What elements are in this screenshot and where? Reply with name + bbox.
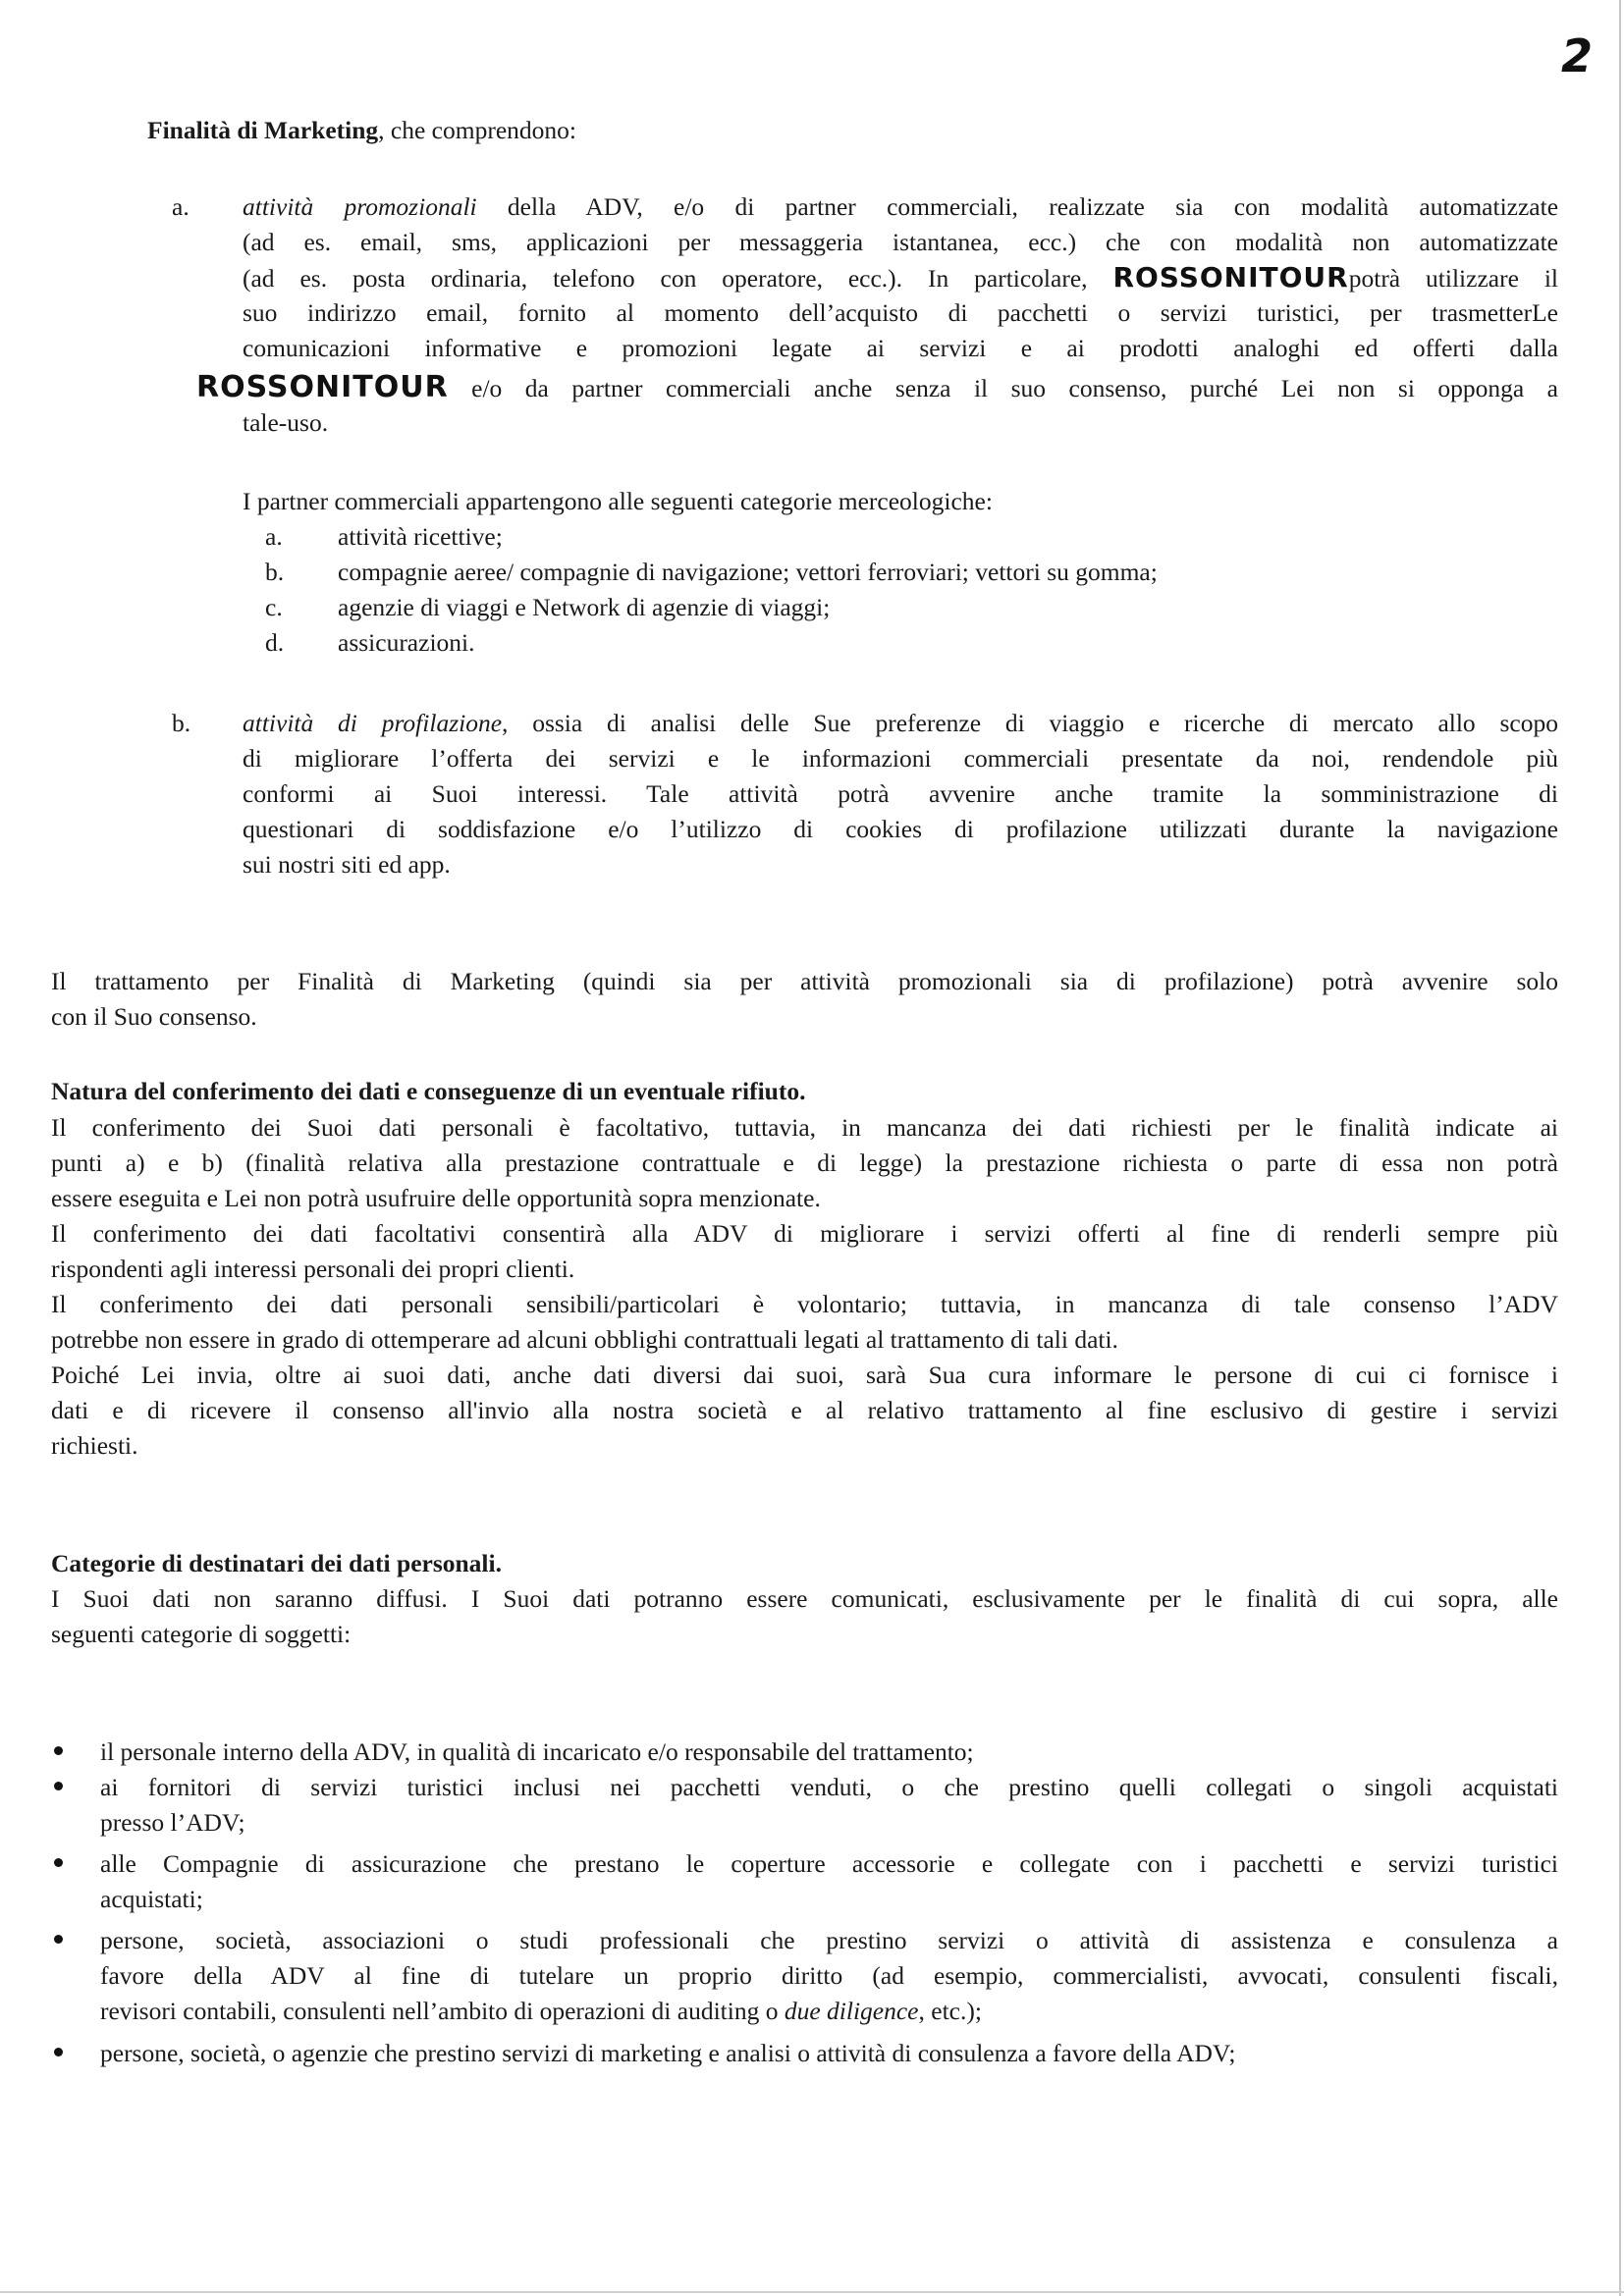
marketing-heading-rest: , che comprendono: <box>378 116 576 144</box>
handwritten-company-name: ROSSONITOUR <box>196 370 449 404</box>
nature-line: Poiché Lei invia, oltre ai suoi dati, anche dati diversi dai suoi, sarà Sua cura informare le persone di cui ci fornisce i <box>51 1361 1558 1389</box>
nature-heading: Natura del conferimento dei dati e conseguenze di un eventuale rifiuto. <box>51 1077 806 1105</box>
bullet-dot <box>54 1858 63 1867</box>
nature-line: essere eseguita e Lei non potrà usufruire delle opportunità sopra menzionate. <box>51 1184 821 1212</box>
partner-category: agenzie di viaggi e Network di agenzie di viaggi; <box>338 593 831 621</box>
list-marker-a: a. <box>172 192 189 221</box>
partner-marker: b. <box>265 558 285 586</box>
recipient-item: il personale interno della ADV, in qualità di incaricato e/o responsabile del trattamento; <box>100 1737 974 1766</box>
bullet-dot <box>54 1782 63 1790</box>
list-marker-b: b. <box>172 709 191 737</box>
handwritten-company-name: ROSSONITOUR <box>1112 261 1349 294</box>
recipients-heading: Categorie di destinatari dei dati personali. <box>51 1549 502 1577</box>
marketing-b-line-5: sui nostri siti ed app. <box>243 850 451 879</box>
partner-category: compagnie aeree/ compagnie di navigazione; vettori ferroviari; vettori su gomma; <box>338 558 1158 586</box>
recipient-item-cont: presso l’ADV; <box>100 1808 245 1837</box>
marketing-heading <box>147 116 576 145</box>
partner-marker: c. <box>265 593 283 621</box>
marketing-b-line-4: questionari di soddisfazione e/o l’utilizzo di cookies di profilazione utilizzati durante la navigazione <box>243 815 1558 843</box>
nature-line: richiesti. <box>51 1431 138 1460</box>
treatment-line-2: con il Suo consenso. <box>51 1002 257 1031</box>
recipient-item-cont: favore della ADV al fine di tutelare un proprio diritto (ad esempio, commercialisti, avvocati, consulenti fiscali, <box>100 1961 1558 1990</box>
marketing-b-line-1 <box>243 709 1558 738</box>
treatment-line-1: Il trattamento per Finalità di Marketing (quindi sia per attività promozionali sia di profilazione) potrà avvenire solo <box>51 967 1558 995</box>
line-text: , etc.); <box>918 1997 982 2025</box>
line-text: revisori contabili, consulenti nell’ambito di operazioni di auditing o <box>100 1997 785 2025</box>
nature-line: Il conferimento dei dati facoltativi consentirà alla ADV di migliorare i servizi offerti al fine di renderli sempre più <box>51 1219 1558 1248</box>
bullet-dot <box>54 1935 63 1944</box>
nature-line: punti a) e b) (finalità relativa alla prestazione contrattuale e di legge) la prestazione richiesta o parte di essa non potrà <box>51 1148 1558 1177</box>
nature-line: Il conferimento dei dati personali sensibili/particolari è volontario; tuttavia, in mancanza di tale consenso l’ADV <box>51 1290 1558 1318</box>
marketing-b-line-3: conformi ai Suoi interessi. Tale attività potrà avvenire anche tramite la somministrazione di <box>243 779 1558 808</box>
recipient-item: ai fornitori di servizi turistici inclusi nei pacchetti venduti, o che prestino quelli collegati o singoli acquistati <box>100 1773 1558 1801</box>
recipient-item: persone, società, associazioni o studi professionali che prestino servizi o attività di assistenza e consulenza a <box>100 1926 1558 1954</box>
partner-marker: d. <box>265 628 285 657</box>
recipient-item-cont-auditing <box>100 1997 982 2026</box>
partner-marker: a. <box>265 522 283 551</box>
profiling-activities-term: attività di profilazione, <box>243 709 509 737</box>
recipients-intro-line: seguenti categorie di soggetti: <box>51 1620 352 1648</box>
partners-intro: I partner commerciali appartengono alle seguenti categorie merceologiche: <box>243 487 993 515</box>
marketing-a-line-6 <box>196 370 1558 404</box>
line-text: e/o da partner commerciali anche senza il suo consenso, purché Lei non si opponga a <box>448 374 1558 402</box>
bullet-dot <box>54 2048 63 2056</box>
line-text: ossia di analisi delle Sue preferenze di viaggio e ricerche di mercato allo scopo <box>508 709 1558 737</box>
partner-category: attività ricettive; <box>338 522 503 551</box>
promo-activities-term: attività promozionali <box>243 192 477 221</box>
handwritten-page-number: 2 <box>1561 29 1594 82</box>
due-diligence-term: due diligence <box>784 1997 919 2025</box>
marketing-a-line-2: (ad es. email, sms, applicazioni per messaggeria istantanea, ecc.) che con modalità non automatizzate <box>243 228 1558 256</box>
scan-edge-bottom <box>0 2291 1624 2293</box>
nature-line: rispondenti agli interessi personali dei propri clienti. <box>51 1255 575 1283</box>
line-text: potrà utilizzare il <box>1348 264 1558 293</box>
marketing-a-line-1 <box>243 192 1558 222</box>
marketing-a-line-3 <box>243 263 1558 294</box>
recipient-item-cont: acquistati; <box>100 1885 203 1913</box>
marketing-heading-bold: Finalità di Marketing <box>147 116 379 144</box>
partner-category: assicurazioni. <box>338 628 475 657</box>
recipient-item: persone, società, o agenzie che prestino servizi di marketing e analisi o attività di consulenza a favore della ADV; <box>100 2039 1236 2067</box>
marketing-a-line-7: tale-uso. <box>243 408 329 437</box>
line-text: della ADV, e/o di partner commerciali, realizzate sia con modalità automatizzate <box>476 192 1559 221</box>
recipients-intro-line: I Suoi dati non saranno diffusi. I Suoi dati potranno essere comunicati, esclusivamente per le finalità di cui sopra, alle <box>51 1584 1558 1613</box>
line-text: (ad es. posta ordinaria, telefono con operatore, ecc.). In particolare, <box>243 264 1113 293</box>
nature-line: potrebbe non essere in grado di ottemperare ad alcuni obblighi contrattuali legati al trattamento di tali dati. <box>51 1325 1118 1354</box>
nature-line: Il conferimento dei Suoi dati personali è facoltativo, tuttavia, in mancanza dei dati richiesti per le finalità indicate ai <box>51 1113 1558 1142</box>
marketing-a-line-5: comunicazioni informative e promozioni legate ai servizi e ai prodotti analoghi ed offerti dalla <box>243 334 1558 362</box>
nature-line: dati e di ricevere il consenso all'invio alla nostra società e al relativo trattamento al fine esclusivo di gestire i servizi <box>51 1396 1558 1424</box>
recipient-item: alle Compagnie di assicurazione che prestano le coperture accessorie e collegate con i pacchetti e servizi turistici <box>100 1849 1558 1878</box>
scan-edge-right <box>1619 0 1621 2296</box>
marketing-a-line-4: suo indirizzo email, fornito al momento dell’acquisto di pacchetti o servizi turistici, per trasmetterLe <box>243 298 1558 327</box>
bullet-dot <box>54 1746 63 1755</box>
marketing-b-line-2: di migliorare l’offerta dei servizi e le informazioni commerciali presentate da noi, rendendole più <box>243 744 1558 773</box>
